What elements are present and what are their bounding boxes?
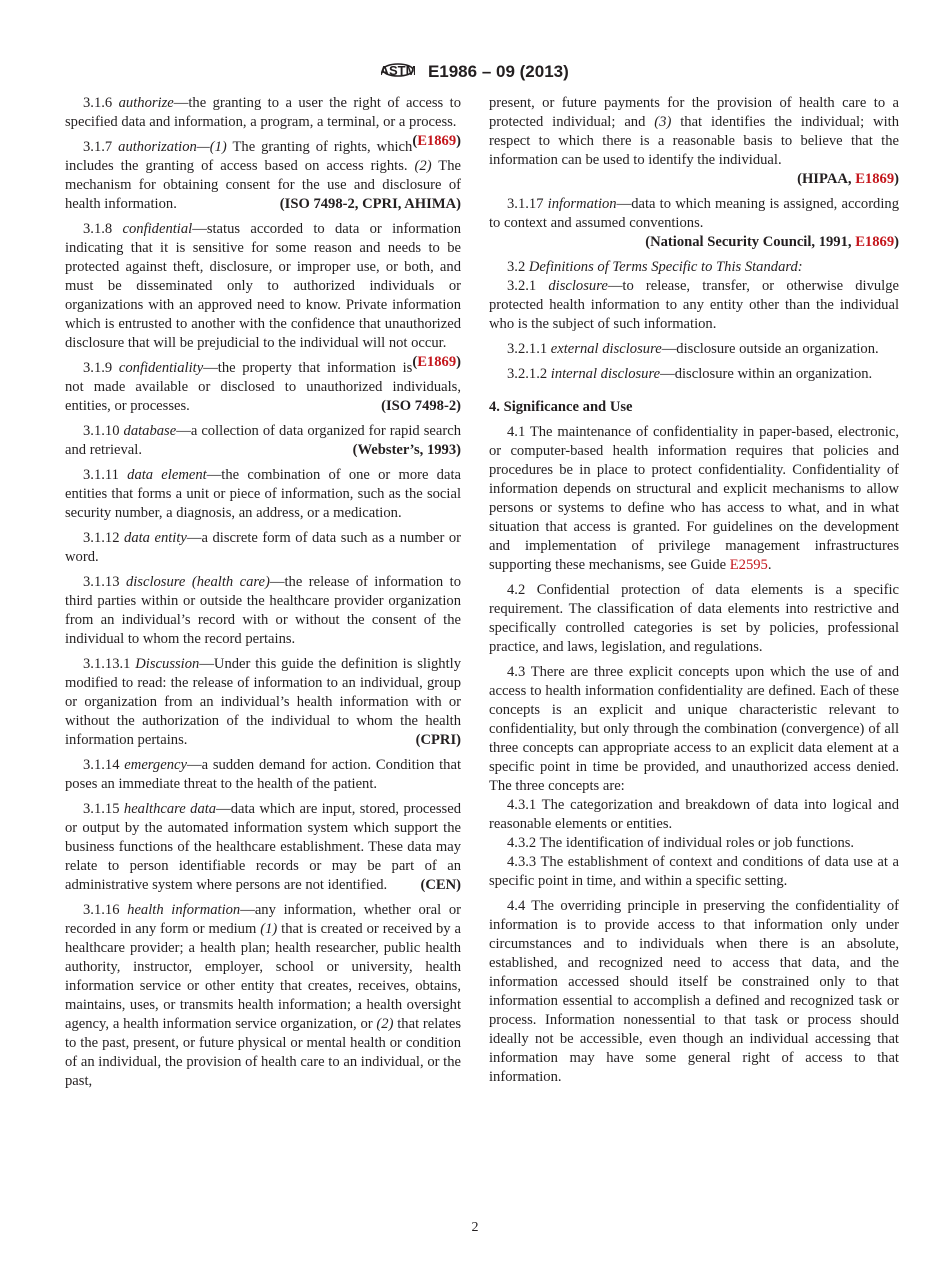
paragraph xyxy=(489,94,899,189)
paragraph-text: 3.1.7 xyxy=(83,139,119,155)
paragraph-text: 3.1.6 xyxy=(83,95,119,111)
paragraph xyxy=(65,138,461,214)
paragraph-text: —status accorded to data or information indicating that it is sensitive for some reason and needs to be protected against theft, disclosure, or improper use, or both, and must be disseminated only to authorized individuals or organizations with an approved need to know. Private information which is entrusted to another with the confidence that unauthorized disclosure that will be prejudicial to the individual will not occur. xyxy=(65,221,461,351)
citation-text: (CEN) xyxy=(420,877,461,893)
paragraph xyxy=(489,340,899,359)
paragraph-text: —data which are input, stored, processed or output by the automated information system which support the business functions of the healthcare establishment. These data may relate to person identifiable records or may be part of an administrative system where persons are not identified. xyxy=(65,801,461,893)
paragraph-text: 3.1.10 xyxy=(83,423,124,439)
paragraph-text: 3.1.9 xyxy=(83,360,119,376)
term-text: data entity xyxy=(124,530,187,546)
citation xyxy=(412,132,461,151)
left-column xyxy=(65,94,461,1097)
paragraph-text: 3.2 xyxy=(507,259,529,275)
paragraph-text: 4.4 The overriding principle in preserving the confidentiality of information is to provide access to that information only under circumstances and to individuals when there is an absolute, established, and recognized need to access that data, and the information accessed should itself be constrained only to that information essential to accomplish a defined and recognized task or process. Information nonessential to that task or process should ideally not be accessible, even though an individual accessing that information may have some general right of access to that information. xyxy=(489,898,899,1085)
term-text: authorize xyxy=(118,95,174,111)
paragraph xyxy=(489,897,899,1087)
citation-text: (HIPAA, xyxy=(797,171,856,187)
right-column xyxy=(489,94,899,1093)
citation-text: ( xyxy=(412,133,418,149)
paragraph-text: 3.2.1.2 xyxy=(507,366,551,382)
paragraph-text: 4.3 There are three explicit concepts upon which the use of and access to health information confidentiality are defined. Each of these concepts is an explicit and unique characteristic relevant to confidentiality, but only through the combination (convergence) of all three concepts can appropriate access to an explicit data element at a specific point in time be provided, and unauthorized access denied. The three concepts are: xyxy=(489,664,899,794)
paragraph-text: 3.1.8 xyxy=(83,221,123,237)
term-text: emergency xyxy=(124,757,187,773)
paragraph xyxy=(65,800,461,895)
paragraph-text: —to release, transfer, or otherwise divulge protected health information to any entity other than the individual who is the subject of such information. xyxy=(489,278,899,332)
paragraph xyxy=(489,663,899,796)
paragraph-text: 4.2 Confidential protection of data elements is a specific requirement. The classification of data elements into restrictive and specifically controlled categories is set by policies, professional practice, and laws, legislation, and regulations. xyxy=(489,582,899,655)
paragraph-text: —a collection of data organized for rapid search and retrieval. xyxy=(65,423,461,458)
paragraph-text: 3.1.16 xyxy=(83,902,128,918)
paragraph-text: —the granting to a user the right of access to specified data and information, a program, a terminal, or a process. xyxy=(65,95,461,130)
citation-text: ( xyxy=(412,354,418,370)
document-designation: E1986 – 09 (2013) xyxy=(427,61,569,81)
paragraph-text: 4.3.2 The identification of individual roles or job functions. xyxy=(507,835,855,851)
citation xyxy=(416,731,461,750)
term-text: (2) xyxy=(414,158,432,174)
citation-text: ) xyxy=(456,133,461,149)
paragraph xyxy=(489,581,899,657)
citation xyxy=(381,397,461,416)
paragraph xyxy=(65,529,461,567)
term-text: (3) xyxy=(654,114,672,130)
paragraph xyxy=(489,365,899,384)
term-text: external disclosure xyxy=(550,341,662,357)
paragraph-text: that is created or received by a healthcare provider; a health plan; health researcher, public health authority, instructor, employer, school or university, health information service or other entity that creates, receives, obtains, maintains, uses, or transmits health information; a health oversight agency, a health information service organization, or xyxy=(65,921,461,1032)
paragraph-text: 4.3.3 The establishment of context and conditions of data use at a specific point in time, and within a specific setting. xyxy=(489,854,899,889)
term-text: confidentiality xyxy=(118,360,204,376)
paragraph xyxy=(489,834,899,853)
paragraph-text: 3.2.1 xyxy=(507,278,549,294)
paragraph-text: —the property that information is not made available or disclosed to unauthorized individuals, entities, or processes. xyxy=(65,360,461,414)
paragraph-text: . xyxy=(767,557,772,573)
term-text: Discussion xyxy=(135,656,200,672)
term-text: disclosure xyxy=(548,278,608,294)
citation-text: (Webster’s, 1993) xyxy=(352,442,461,458)
reference-link[interactable]: E1869 xyxy=(855,171,895,187)
paragraph xyxy=(489,853,899,891)
paragraph xyxy=(65,573,461,649)
page-header xyxy=(0,55,950,90)
term-text: data element xyxy=(127,467,207,483)
citation xyxy=(280,195,461,214)
paragraph xyxy=(65,655,461,750)
paragraph-text: 3.1.15 xyxy=(83,801,124,817)
citation xyxy=(420,876,461,895)
section-heading: 4. Significance and Use xyxy=(489,399,633,415)
paragraph-text: —the combination of one or more data entities that forms a unit or piece of information, such as the social security number, a diagnosis, an address, or a medication. xyxy=(65,467,461,521)
paragraph-text: 3.1.13.1 xyxy=(83,656,136,672)
term-text: health information xyxy=(127,902,241,918)
paragraph xyxy=(65,756,461,794)
reference-link[interactable]: E2595 xyxy=(729,557,768,573)
citation-text: ) xyxy=(894,234,899,250)
term-text: confidential xyxy=(122,221,193,237)
page-number: 2 xyxy=(471,1220,479,1235)
citation-text: ) xyxy=(894,171,899,187)
paragraph xyxy=(489,277,899,334)
paragraph-text: 3.1.13 xyxy=(83,574,126,590)
citation-text: ) xyxy=(456,354,461,370)
paragraph xyxy=(65,422,461,460)
term-text: information xyxy=(547,196,617,212)
reference-link[interactable]: E1869 xyxy=(855,234,895,250)
paragraph-text: 3.1.14 xyxy=(83,757,125,773)
paragraph xyxy=(65,466,461,523)
paragraph-text: The granting of rights, which includes the granting of access based on access rights. xyxy=(65,139,415,174)
paragraph-text: —Under this guide the definition is slightly modified to read: the release of information to an individual, group or organization from an individual’s health information with or without the authorization of the individual to whom the health information pertains. xyxy=(65,656,461,748)
paragraph-text: that relates to the past, present, or future physical or mental health or condition of an individual, the provision of health care to an individual, or the past, xyxy=(65,1016,462,1089)
paragraph-text: 3.2.1.1 xyxy=(507,341,551,357)
paragraph-text: present, or future payments for the provision of health care to a protected individual; and xyxy=(489,95,899,130)
paragraph xyxy=(65,901,461,1091)
term-text: (2) xyxy=(376,1016,394,1032)
term-text: authorization—(1) xyxy=(118,139,227,155)
citation-text: (CPRI) xyxy=(415,732,461,748)
paragraph xyxy=(489,258,899,277)
paragraph-text: that identifies the individual; with respect to which there is a reasonable basis to believe that the information can be used to identify the individual. xyxy=(489,114,899,168)
paragraph-text: 4.1 The maintenance of confidentiality in paper-based, electronic, or computer-based health information requires that policies and procedures be in place to protect confidentiality. Confidentiality of information depends on structural and explicit mechanisms to allow persons or systems to define who has access to what, and in what situation that access is granted. For guidelines on the development and implementation of privilege management infrastructures supporting these mechanisms, see Guide xyxy=(489,424,899,573)
citation xyxy=(489,233,899,252)
term-text: healthcare data xyxy=(123,801,217,817)
term-text: disclosure (health care) xyxy=(125,574,270,590)
citation xyxy=(412,353,461,372)
reference-link[interactable]: E1869 xyxy=(417,354,457,370)
paragraph-text: The mechanism for obtaining consent for the use and disclosure of health information. xyxy=(65,158,461,212)
svg-text:ASTM: ASTM xyxy=(381,63,416,78)
citation-text: (ISO 7498-2) xyxy=(381,398,461,414)
term-text: database xyxy=(123,423,177,439)
citation xyxy=(489,170,899,189)
paragraph-text: 4.3.1 The categorization and breakdown of data into logical and reasonable elements or entities. xyxy=(489,797,899,832)
paragraph-text: —disclosure within an organization. xyxy=(660,366,873,382)
paragraph xyxy=(65,359,461,416)
paragraph xyxy=(489,423,899,575)
paragraph-text: 3.1.12 xyxy=(83,530,125,546)
reference-link[interactable]: E1869 xyxy=(417,133,457,149)
paragraph-text: 3.1.17 xyxy=(507,196,548,212)
citation-text: (ISO 7498-2, CPRI, AHIMA) xyxy=(279,196,461,212)
paragraph-text: 3.1.11 xyxy=(83,467,128,483)
paragraph-text: —a sudden demand for action. Condition that poses an immediate threat to the health of the patient. xyxy=(65,757,461,792)
citation-text: (National Security Council, 1991, xyxy=(645,234,856,250)
paragraph xyxy=(489,195,899,252)
paragraph-text: —disclosure outside an organization. xyxy=(661,341,879,357)
paragraph-text: —the release of information to third parties within or outside the healthcare provider organization from an individual’s record with or without the consent of the individual to whom the record pertains. xyxy=(65,574,461,647)
paragraph-text: —any information, whether oral or recorded in any form or medium xyxy=(65,902,461,937)
paragraph xyxy=(489,796,899,834)
paragraph-text: —data to which meaning is assigned, according to context and assumed conventions. xyxy=(489,196,900,231)
term-text: internal disclosure xyxy=(550,366,661,382)
astm-logo-icon xyxy=(381,55,415,90)
paragraph-text: —a discrete form of data such as a number or word. xyxy=(65,530,461,565)
term-text: (1) xyxy=(260,921,278,937)
citation xyxy=(353,441,461,460)
term-text: Definitions of Terms Specific to This Standard: xyxy=(528,259,803,275)
